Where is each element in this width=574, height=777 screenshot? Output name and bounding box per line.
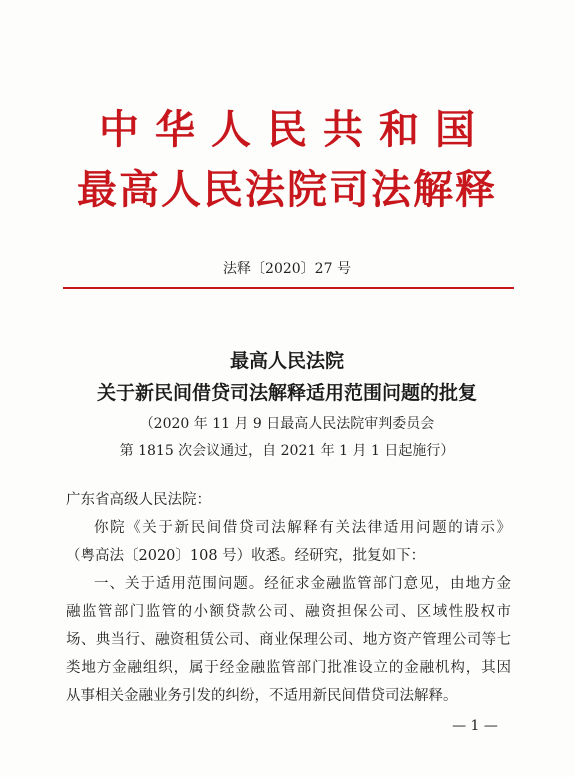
issuer-header-line-1: 中华人民共和国 — [99, 107, 491, 153]
paragraph-2-line-4: 类地方金融组织，属于经金融监管部门批准设立的金融机构，其因 — [66, 660, 511, 676]
addressee: 广东省高级人民法院： — [66, 492, 211, 508]
adoption-note-line-2: 第 1815 次会议通过，自 2021 年 1 月 1 日起施行） — [119, 443, 455, 459]
paragraph-1-line-1: 你院《关于新民间借贷司法解释有关法律适用问题的请示》 — [94, 520, 511, 536]
red-divider-rule — [63, 287, 514, 289]
adoption-note-line-1: （2020 年 11 月 9 日最高人民法院审判委员会 — [139, 416, 435, 432]
document-title-line-2: 关于新民间借贷司法解释适用范围问题的批复 — [96, 382, 477, 404]
paragraph-2-line-3: 场、典当行、融资租赁公司、商业保理公司、地方资产管理公司等七 — [66, 632, 511, 648]
document-number: 法释〔2020〕27 号 — [223, 261, 351, 277]
paragraph-1-line-2: （粤高法〔2020〕108 号）收悉。经研究，批复如下： — [66, 548, 426, 564]
paragraph-2-line-5: 从事相关金融业务引发的纠纷，不适用新民间借贷司法解释。 — [66, 688, 458, 704]
page-number: — 1 — — [452, 718, 498, 734]
paragraph-2-line-2: 融监管部门监管的小额贷款公司、融资担保公司、区域性股权市 — [66, 604, 511, 620]
document-title-line-1: 最高人民法院 — [229, 350, 344, 372]
paragraph-2-line-1: 一、关于适用范围问题。经征求金融监管部门意见，由地方金 — [94, 576, 511, 592]
issuer-header-line-2: 最高人民法院司法解释 — [77, 167, 497, 213]
